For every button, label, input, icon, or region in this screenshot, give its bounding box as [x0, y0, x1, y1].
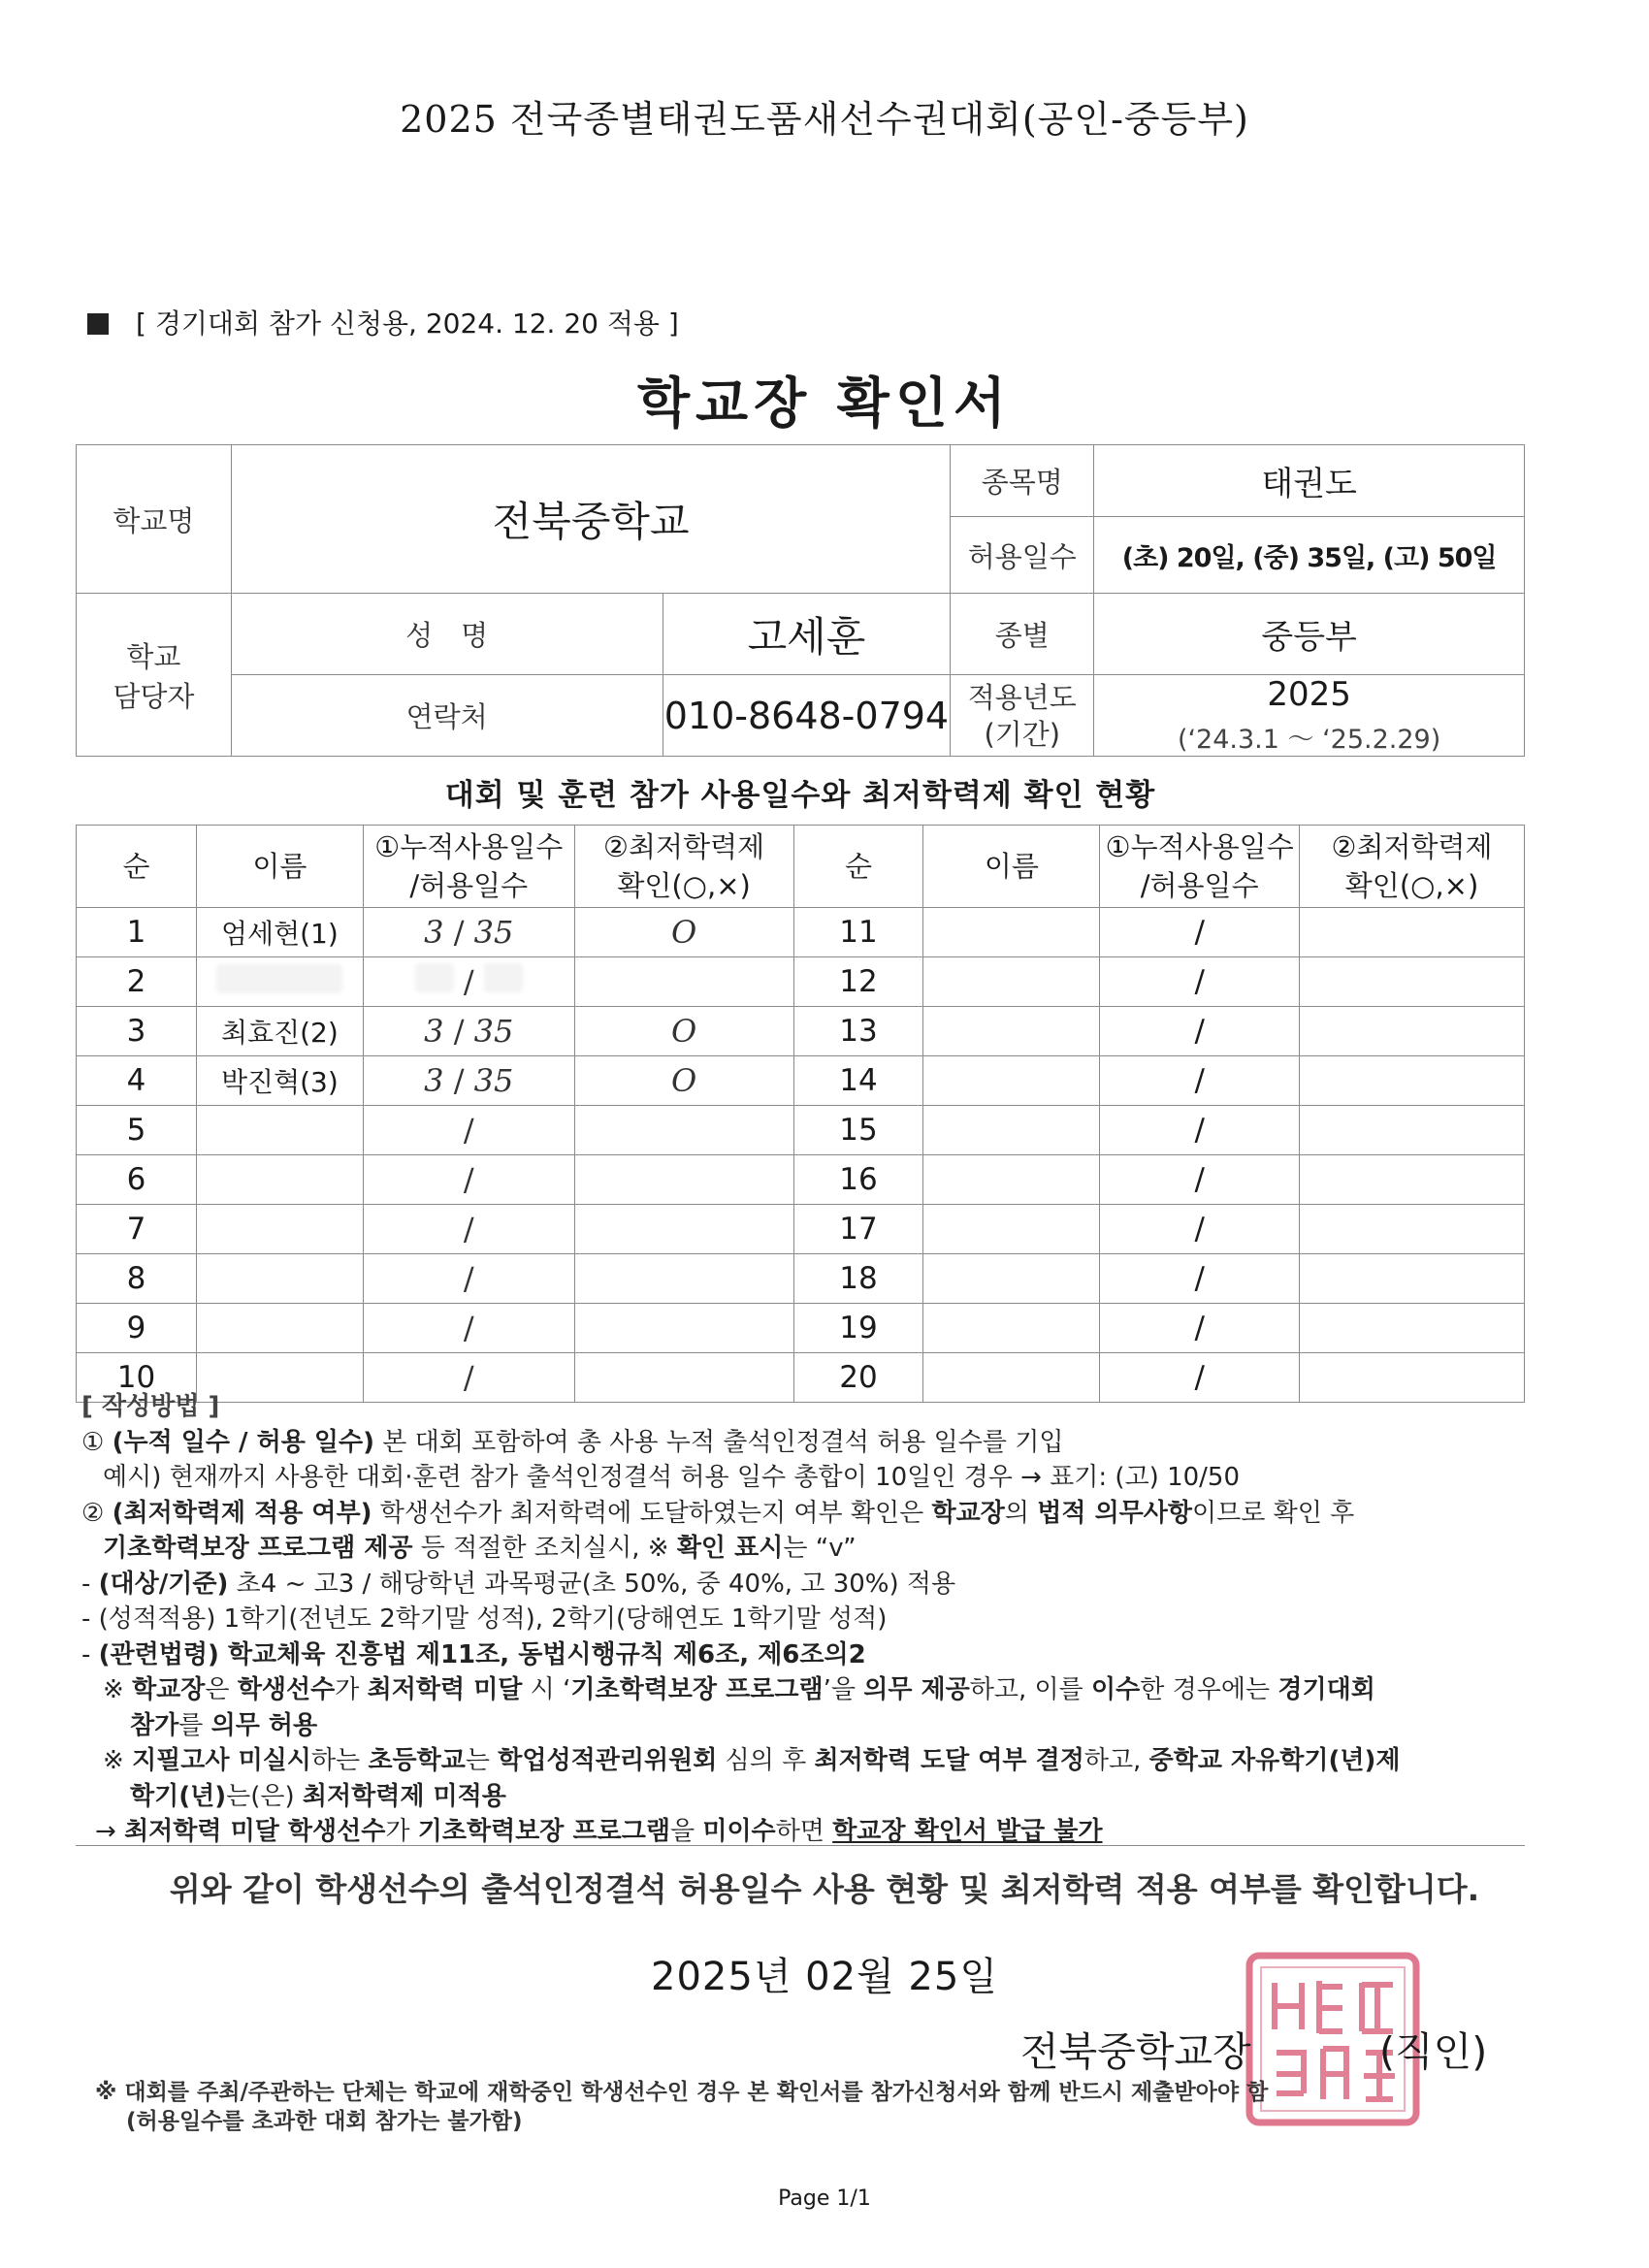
col-header-days-right-line2: /허용일수 [1140, 869, 1259, 902]
allowed-days: 35 [473, 1013, 514, 1050]
instruction-line-11 [81, 1779, 1536, 1815]
table-row [77, 1106, 1525, 1155]
footnote [95, 2078, 1268, 2136]
school-name: 전북중학교 [231, 445, 950, 594]
seal-role: (직인) [1379, 2028, 1488, 2075]
instr-bold: 미이수 [702, 1817, 776, 1846]
slash: / [463, 1211, 474, 1247]
instr-bold: 참가 [130, 1710, 179, 1740]
instr-bold: (최저학력제 적용 여부) [112, 1498, 372, 1528]
status-section-title: 대회 및 훈련 참가 사용일수와 최저학력제 확인 현황 [444, 778, 1156, 813]
contact-label-line2: 담당자 [113, 679, 195, 713]
row-number: 8 [77, 1254, 197, 1304]
min-check [574, 1106, 793, 1155]
year-value-cell [1094, 675, 1525, 757]
instruction-line-10 [81, 1743, 1536, 1779]
instr-text: 심의 후 [717, 1746, 815, 1775]
year-period: (‘24.3.1 ～ ‘25.2.29) [1177, 725, 1441, 755]
redacted-value [484, 963, 523, 992]
row-number: 19 [793, 1304, 923, 1353]
redacted-name [216, 964, 342, 993]
used-days: 3 [424, 1013, 444, 1050]
student-name-text: 최효진(2) [220, 1017, 339, 1049]
instr-bold: (누적 일수 / 허용 일수) [112, 1427, 374, 1457]
col-header-days [363, 826, 574, 908]
instr-bold: 학생선수 [237, 1675, 336, 1704]
row-number: 20 [793, 1353, 923, 1403]
instr-text: ※ [103, 1746, 133, 1775]
slash: / [1194, 915, 1205, 950]
days-cell [1100, 1304, 1300, 1353]
allowed-days: 35 [473, 914, 514, 951]
student-name [196, 908, 363, 957]
instr-text: 등 적절한 조치실시, ※ [412, 1534, 677, 1563]
student-name [923, 1106, 1100, 1155]
row-number: 13 [793, 1007, 923, 1056]
min-check [574, 1304, 793, 1353]
confirmation-statement: 위와 같이 학생선수의 출석인정결석 허용일수 사용 현황 및 최저학력 적용 여부를 확인합니다. [169, 1870, 1480, 1908]
instr-text: 하면 [775, 1817, 833, 1846]
min-check [1300, 908, 1525, 957]
instr-bold: 기초학력보장 프로그램 [570, 1675, 824, 1704]
page-number: Page 1/1 [778, 2187, 871, 2211]
contact-label-line1: 학교 [126, 639, 181, 673]
min-check: O [574, 1007, 793, 1056]
instr-bold: 중학교 자유학기(년)제 [1148, 1746, 1401, 1775]
slash: / [453, 1013, 465, 1050]
days-cell [363, 1056, 574, 1106]
table-row [77, 908, 1525, 957]
table-row [77, 1205, 1525, 1254]
days-cell [1100, 1155, 1300, 1205]
instr-text: 초4 ~ 고3 / 해당학년 과목평균(초 50%, 중 40%, 고 30%) 적용 [228, 1569, 956, 1599]
min-check [1300, 1155, 1525, 1205]
slash: / [463, 1161, 474, 1198]
instr-bold: 학교장 [931, 1498, 1005, 1528]
slash: / [463, 1359, 474, 1396]
col-header-name-right: 이름 [923, 826, 1100, 908]
min-check [1300, 1205, 1525, 1254]
student-name [196, 1304, 363, 1353]
instruction-line-7 [81, 1637, 1536, 1673]
row-number: 10 [77, 1353, 197, 1403]
table-row [77, 1304, 1525, 1353]
form-note-text: [ 경기대회 참가 신청용, 2024. 12. 20 적용 ] [136, 308, 679, 340]
allowed-days-value: (초) 20일, (중) 35일, (고) 50일 [1094, 517, 1525, 594]
col-header-days-line2: /허용일수 [409, 869, 529, 902]
row-number: 2 [77, 957, 197, 1007]
instr-bold: 학업성적관리위원회 [498, 1746, 718, 1775]
col-header-min [574, 826, 793, 908]
student-name [923, 908, 1100, 957]
school-label: 학교명 [77, 445, 232, 594]
student-name [196, 1056, 363, 1106]
instr-text: 한 경우에는 [1140, 1675, 1278, 1704]
circled-two: ② [81, 1498, 105, 1528]
col-header-min-line1: ②최저학력제 [603, 830, 765, 863]
min-check [1300, 1106, 1525, 1155]
instr-bold: 지필고사 미실시 [132, 1746, 311, 1775]
row-number: 12 [793, 957, 923, 1007]
student-name [923, 1007, 1100, 1056]
instr-bold: 이수 [1091, 1675, 1141, 1704]
instruction-line-5 [81, 1567, 1536, 1603]
row-number: 17 [793, 1205, 923, 1254]
division-label: 종별 [951, 594, 1094, 675]
event-value: 태권도 [1094, 445, 1525, 517]
black-square-icon [87, 313, 109, 335]
instr-text: 이므로 확인 후 [1192, 1498, 1355, 1528]
slash: / [463, 1112, 474, 1149]
min-check [1300, 1254, 1525, 1304]
year-label-line2: (기간) [984, 717, 1061, 751]
min-check [574, 1155, 793, 1205]
table-header-row [77, 826, 1525, 908]
row-number: 3 [77, 1007, 197, 1056]
name-label: 성 명 [231, 594, 663, 675]
instr-text: 본 대회 포함하여 총 사용 누적 출석인정결석 허용 일수를 기입 [373, 1427, 1064, 1457]
min-check [574, 1205, 793, 1254]
instr-bold: 의무 허용 [210, 1710, 318, 1740]
phone-label: 연락처 [231, 675, 663, 757]
used-days: 3 [424, 1062, 444, 1099]
instr-text: 가 [335, 1675, 368, 1704]
row-number: 5 [77, 1106, 197, 1155]
col-header-min-right-line2: 확인(○,×) [1344, 869, 1479, 902]
footnote-line-1: ※ 대회를 주최/주관하는 단체는 학교에 재학중인 학생선수인 경우 본 확인서를 참가신청서와 함께 반드시 제출받아야 함 [95, 2080, 1269, 2105]
instr-bold: 최저학력 미달 [367, 1675, 523, 1704]
table-row [77, 1007, 1525, 1056]
days-cell [363, 1155, 574, 1205]
slash: / [1194, 964, 1205, 999]
col-header-no: 순 [77, 826, 197, 908]
instr-text: 하고, [1083, 1746, 1149, 1775]
slash: / [1194, 1113, 1205, 1148]
instr-text: 하고, 이를 [969, 1675, 1092, 1704]
instr-bold: (관련법령) 학교체육 진흥법 제11조, 동법시행규칙 제6조, 제6조의2 [98, 1639, 866, 1669]
days-cell [363, 1205, 574, 1254]
min-check [1300, 1304, 1525, 1353]
days-cell [363, 1304, 574, 1353]
row-number: 1 [77, 908, 197, 957]
row-number: 4 [77, 1056, 197, 1106]
student-name-text: 박진혁(3) [220, 1066, 339, 1098]
instr-text: 는 [465, 1746, 499, 1775]
instr-bold-underlined: 학교장 확인서 발급 불가 [832, 1817, 1103, 1846]
instr-text: ’을 [823, 1675, 864, 1704]
instr-bold: 학기(년) [130, 1781, 227, 1811]
instr-text: - [81, 1639, 99, 1669]
days-cell [363, 1106, 574, 1155]
slash: / [1194, 1261, 1205, 1296]
row-number: 14 [793, 1056, 923, 1106]
slash: / [1194, 1360, 1205, 1395]
slash: / [463, 963, 474, 1000]
student-name [196, 1155, 363, 1205]
used-days: 3 [424, 914, 444, 951]
instr-text: 학생선수가 최저학력에 도달하였는지 여부 확인은 [372, 1498, 932, 1528]
instr-bold: 법적 의무사항 [1037, 1498, 1193, 1528]
min-check: O [574, 908, 793, 957]
info-table [76, 444, 1525, 757]
table-row [77, 1056, 1525, 1106]
student-name [923, 1205, 1100, 1254]
footnote-line-2: (허용일수를 초과한 대회 참가는 불가함) [126, 2109, 523, 2134]
min-check [1300, 1007, 1525, 1056]
col-header-no-right: 순 [793, 826, 923, 908]
allowed-days-label: 허용일수 [951, 517, 1094, 594]
instruction-line-8 [81, 1672, 1536, 1708]
min-check [1300, 1056, 1525, 1106]
student-name [196, 1007, 363, 1056]
instr-text: 를 [178, 1710, 211, 1740]
slash: / [1194, 1063, 1205, 1098]
row-number: 6 [77, 1155, 197, 1205]
document-title: 학교장 확인서 [636, 373, 1013, 436]
instr-text: 하는 [310, 1746, 369, 1775]
slash: / [1194, 1014, 1205, 1049]
slash: / [1194, 1162, 1205, 1197]
instr-text: 는(은) [226, 1781, 303, 1811]
days-cell [363, 908, 574, 957]
manager-name: 고세훈 [663, 594, 951, 675]
instr-text: → [95, 1817, 125, 1846]
student-name [196, 1205, 363, 1254]
instr-bold: 최저학력제 미적용 [302, 1781, 506, 1811]
slash: / [453, 914, 465, 951]
slash: / [1194, 1212, 1205, 1247]
student-name-text: 엄세현(1) [220, 918, 339, 950]
contact-label [77, 594, 232, 757]
row-number: 11 [793, 908, 923, 957]
table-row [77, 957, 1525, 1007]
col-header-days-right [1100, 826, 1300, 908]
instr-bold: (대상/기준) [98, 1569, 229, 1599]
status-table [76, 825, 1525, 1403]
days-cell [1100, 1007, 1300, 1056]
circled-one: ① [81, 1427, 105, 1457]
row-number: 7 [77, 1205, 197, 1254]
form-note [87, 303, 679, 341]
days-cell [363, 957, 574, 1007]
slash: / [453, 1062, 465, 1099]
col-header-min-right-line1: ②최저학력제 [1331, 830, 1493, 863]
row-number: 18 [793, 1254, 923, 1304]
allowed-days: 35 [473, 1062, 514, 1099]
student-name [923, 957, 1100, 1007]
instr-bold: 의무 제공 [863, 1675, 970, 1704]
student-name [923, 1304, 1100, 1353]
event-label: 종목명 [951, 445, 1094, 517]
days-cell [363, 1254, 574, 1304]
instr-bold: 경기대회 [1277, 1675, 1375, 1704]
slash: / [463, 1310, 474, 1346]
instr-text: 시 ‘ [522, 1675, 571, 1704]
instr-bold: 기초학력보장 프로그램 제공 [103, 1534, 413, 1563]
student-name [196, 1106, 363, 1155]
instr-text: 은 [205, 1675, 238, 1704]
instruction-line-3 [81, 1496, 1536, 1532]
min-check [574, 1254, 793, 1304]
days-cell [363, 1007, 574, 1056]
student-name [923, 1254, 1100, 1304]
division-value: 중등부 [1094, 594, 1525, 675]
phone-value: 010-8648-0794 [663, 675, 951, 757]
instruction-line-9 [81, 1708, 1536, 1744]
col-header-min-line2: 확인(○,×) [617, 869, 751, 902]
redacted-value [415, 963, 454, 992]
col-header-name: 이름 [196, 826, 363, 908]
instr-bold: 최저학력 미달 학생선수 [124, 1817, 386, 1846]
instr-text: - [81, 1569, 99, 1599]
min-check: O [574, 1056, 793, 1106]
slash: / [1194, 1311, 1205, 1345]
table-row [77, 1254, 1525, 1304]
instructions [81, 1389, 1536, 1850]
slash: / [463, 1260, 474, 1297]
min-check [1300, 957, 1525, 1007]
min-check [574, 957, 793, 1007]
instr-bold: 학교장 [132, 1675, 206, 1704]
instr-bold: 기초학력보장 프로그램 [417, 1817, 670, 1846]
instruction-line-4 [81, 1531, 1536, 1567]
row-number: 9 [77, 1304, 197, 1353]
issue-date: 2025년 02월 25일 [651, 1955, 998, 1999]
divider [76, 1845, 1525, 1846]
col-header-days-line1: ①누적사용일수 [374, 830, 564, 863]
signer-name: 전북중학교장 [1020, 2028, 1251, 2075]
instr-bold: 최저학력 도달 여부 결정 [814, 1746, 1084, 1775]
table-row [77, 1155, 1525, 1205]
student-name [196, 957, 363, 1007]
instruction-line-6: - (성적적용) 1학기(전년도 2학기말 성적), 2학기(당해연도 1학기말 성적) [81, 1604, 888, 1634]
instr-text: ※ [103, 1675, 133, 1704]
year-value: 2025 [1267, 675, 1351, 714]
instr-bold: 확인 표시 [676, 1534, 784, 1563]
col-header-min-right [1300, 826, 1525, 908]
row-number: 16 [793, 1155, 923, 1205]
row-number: 15 [793, 1106, 923, 1155]
instruction-line-2: 예시) 현재까지 사용한 대회·훈련 참가 출석인정결석 허용 일수 총합이 10일인 경우 → 표기: (고) 10/50 [103, 1463, 1241, 1492]
instr-text: 을 [669, 1817, 703, 1846]
year-label-line1: 적용년도 [967, 680, 1077, 714]
student-name [923, 1155, 1100, 1205]
student-name [923, 1056, 1100, 1106]
instr-bold: 초등학교 [368, 1746, 466, 1775]
days-cell [1100, 1106, 1300, 1155]
days-cell [1100, 957, 1300, 1007]
instr-text: 의 [1004, 1498, 1038, 1528]
instr-text: 는 “v” [783, 1534, 857, 1563]
days-cell [1100, 908, 1300, 957]
col-header-days-right-line1: ①누적사용일수 [1105, 830, 1294, 863]
event-title: 2025 전국종별태권도품새선수권대회(공인-중등부) [400, 98, 1249, 141]
days-cell [1100, 1254, 1300, 1304]
days-cell [1100, 1056, 1300, 1106]
student-name [196, 1254, 363, 1304]
days-cell [1100, 1205, 1300, 1254]
year-label [951, 675, 1094, 757]
instruction-line-1 [81, 1425, 1536, 1461]
instructions-title: [ 작성방법 ] [81, 1392, 220, 1421]
instr-text: 가 [385, 1817, 418, 1846]
